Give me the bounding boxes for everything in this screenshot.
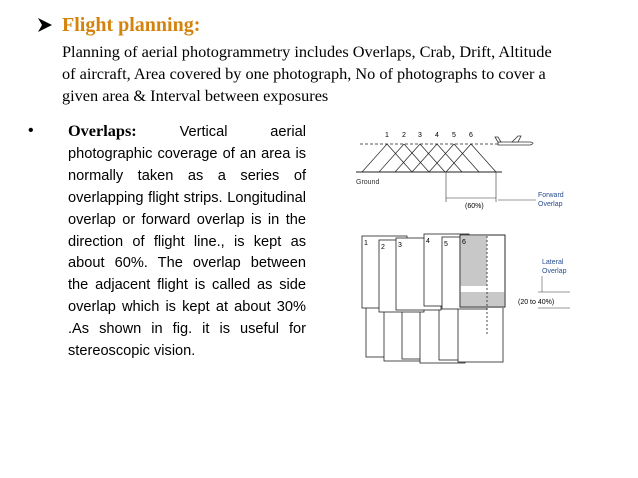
forward-overlap-label: Overlap xyxy=(538,201,563,208)
overlaps-lead: Overlaps: xyxy=(68,121,137,140)
arrow-bullet-icon xyxy=(36,16,54,34)
overlap-diagram xyxy=(352,124,612,384)
exposure-number: 3 xyxy=(418,132,422,139)
lateral-overlap-label: Lateral xyxy=(542,259,564,266)
intro-line: of aircraft, Area covered by one photograph, No of photographs to cover a xyxy=(62,64,546,83)
ground-label: Ground xyxy=(356,179,380,186)
exposure-number: 6 xyxy=(469,132,473,139)
overlaps-bullet xyxy=(28,120,313,363)
exposure-cones xyxy=(362,144,496,172)
lateral-overlap-shading xyxy=(460,292,505,308)
overlaps-text xyxy=(68,120,306,363)
photo-number: 2 xyxy=(381,244,385,251)
lateral-overlap-label: Overlap xyxy=(542,268,567,275)
heading-title: Flight planning: xyxy=(62,14,201,36)
exposure-number: 5 xyxy=(452,132,456,139)
airplane-icon xyxy=(495,136,533,145)
forward-overlap-label: Forward xyxy=(538,192,564,199)
photo-number: 3 xyxy=(398,242,402,249)
exposure-number: 4 xyxy=(435,132,439,139)
photo-number: 1 xyxy=(364,240,368,247)
intro-line: given area & Interval between exposures xyxy=(62,86,329,105)
exposure-number: 1 xyxy=(385,132,389,139)
lateral-overlap-value: (20 to 40%) xyxy=(518,299,555,306)
intro-paragraph xyxy=(62,41,622,107)
slide-heading xyxy=(36,14,200,36)
intro-line: Planning of aerial photogrammetry includes Overlaps, Crab, Drift, Altitude xyxy=(62,42,552,61)
bullet-dot-icon: • xyxy=(28,122,34,139)
photo-number: 5 xyxy=(444,241,448,248)
exposure-number: 2 xyxy=(402,132,406,139)
overlaps-body: Vertical aerial photographic coverage of an area is normally taken as a series of overlapping flight strips. Longitudinal overlap or forward overlap is in the direction of flight line., is kept as about 60%. The overlap between the adjacent flight is called as side overlap which is kept at about 30% .As shown in fig. it is useful for stereoscopic vision. xyxy=(68,124,306,360)
forward-overlap-value: (60%) xyxy=(465,203,484,210)
photo-number: 6 xyxy=(462,239,466,246)
photo-number: 4 xyxy=(426,238,430,245)
